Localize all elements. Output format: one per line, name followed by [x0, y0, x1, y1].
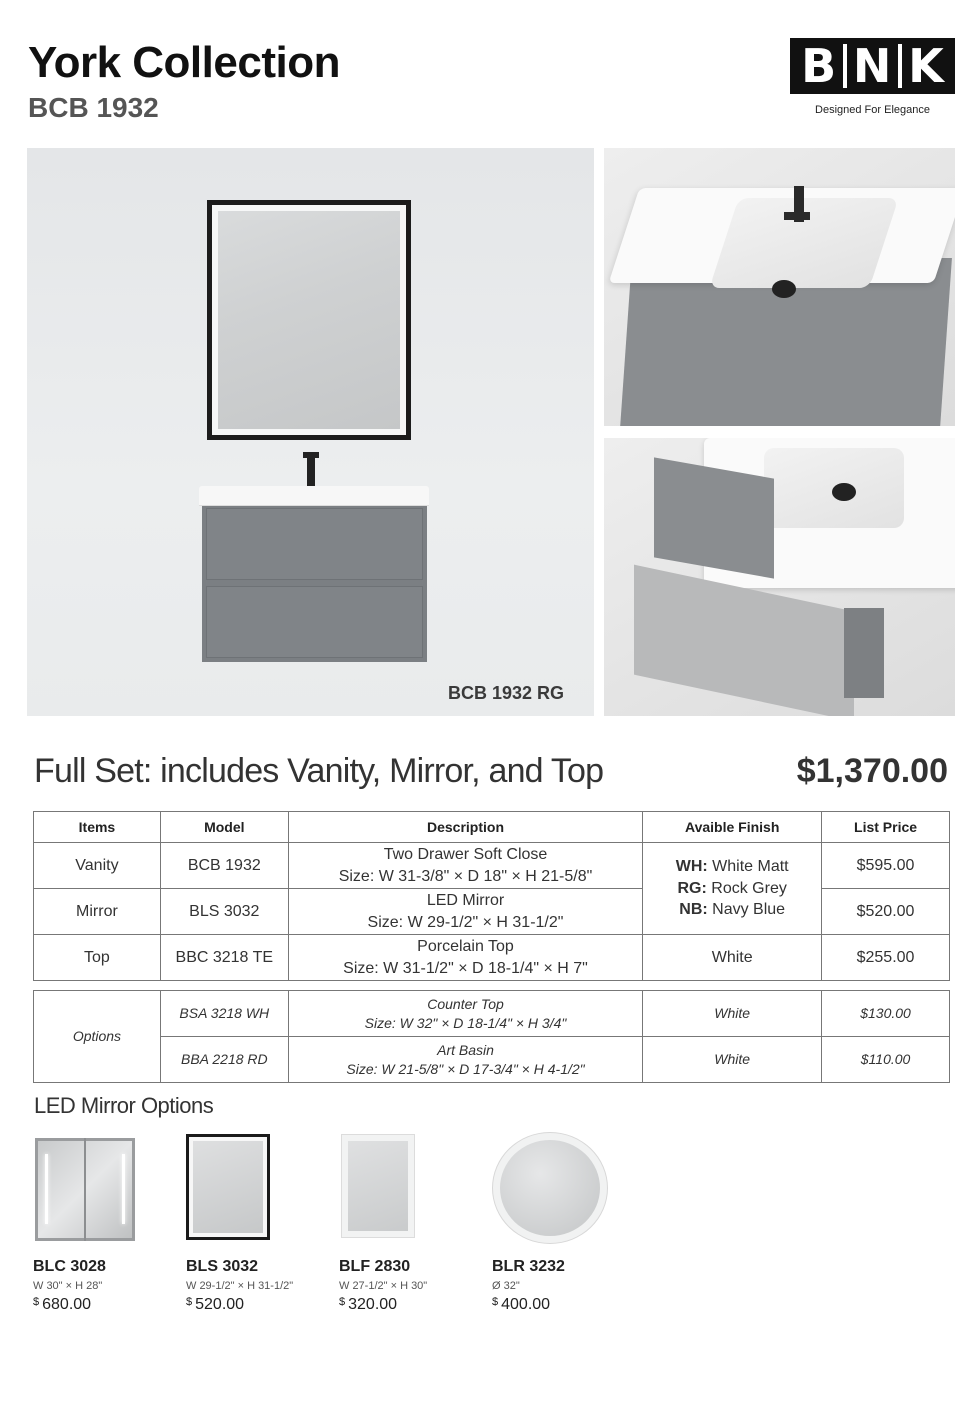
full-set-label: Full Set: includes Vanity, Mirror, and Top: [34, 752, 604, 790]
finish-name: Rock Grey: [711, 879, 787, 897]
logo-letter-b: B: [801, 39, 837, 93]
currency-symbol: $: [492, 1296, 499, 1308]
price-cell: $130.00: [822, 991, 950, 1037]
mirror-price: $ 680.00: [33, 1296, 92, 1313]
vanity-cabinet-image: [202, 506, 427, 662]
table-header-row: [34, 812, 950, 843]
finish-cell: White: [643, 1037, 822, 1083]
brand-logo: [790, 38, 955, 94]
description-title: Art Basin: [437, 1041, 494, 1058]
mirror-price: $ 520.00: [186, 1296, 245, 1313]
medicine-cabinet-mirror-image: [33, 1132, 173, 1244]
finish-cell: White: [643, 991, 822, 1037]
finish-cell: White: [643, 935, 822, 981]
open-drawers-photo: [604, 438, 955, 716]
item-cell: Vanity: [34, 843, 161, 889]
finish-code: WH:: [675, 858, 708, 876]
description-cell: [288, 843, 643, 889]
round-led-mirror-image: [492, 1132, 632, 1244]
description-cell: [288, 889, 643, 935]
led-mirror-image: [207, 200, 411, 440]
price-cell: $110.00: [822, 1037, 950, 1083]
photo-caption: BCB 1932 RG: [447, 683, 564, 703]
description-size: Size: W 31-3/8" × D 18" × H 21-5/8": [338, 867, 593, 885]
mirror-size: W 30" × H 28": [33, 1280, 103, 1292]
table-row: [34, 843, 950, 889]
finish-name: Navy Blue: [712, 901, 786, 919]
mirror-size: W 27-1/2" × H 30": [339, 1280, 428, 1292]
mirror-price: $ 400.00: [492, 1296, 551, 1313]
brand-tagline: Designed For Elegance: [815, 104, 930, 116]
drawer-lower: [206, 586, 423, 658]
mirror-size: Ø 32": [492, 1280, 520, 1292]
column-header: Items: [34, 812, 161, 843]
description-size: Size: W 29-1/2" × H 31-1/2": [367, 913, 564, 931]
logo-separator: [898, 44, 902, 88]
mirror-name: BLS 3032: [186, 1258, 259, 1275]
finish-code: NB:: [679, 901, 708, 919]
mirror-size: W 29-1/2" × H 31-1/2": [186, 1280, 294, 1292]
model-cell: BCB 1932: [160, 843, 288, 889]
logo-letter-k: K: [908, 39, 944, 93]
finish-name: White Matt: [712, 858, 789, 876]
main-product-photo: [27, 148, 594, 716]
pricing-table: [33, 811, 950, 981]
logo-separator: [843, 44, 847, 88]
page-title: York Collection: [28, 38, 340, 87]
item-cell: Mirror: [34, 889, 161, 935]
mirror-price: $ 320.00: [339, 1296, 398, 1313]
sink-top-image: [199, 486, 429, 506]
table-row: [34, 1037, 950, 1083]
model-cell: BSA 3218 WH: [160, 991, 288, 1037]
currency-symbol: $: [33, 1296, 40, 1308]
price-cell: $520.00: [822, 889, 950, 935]
full-set-price: $1,370.00: [796, 752, 948, 790]
finish-code: RG:: [677, 879, 707, 897]
framed-led-mirror-image: [186, 1132, 326, 1244]
table-row: [34, 991, 950, 1037]
price-cell: $595.00: [822, 843, 950, 889]
mirror-name: BLF 2830: [339, 1258, 411, 1275]
led-mirror-options-title: LED Mirror Options: [34, 1093, 214, 1118]
model-cell: BBC 3218 TE: [160, 935, 288, 981]
finish-cell: [643, 843, 822, 935]
description-cell: [288, 935, 643, 981]
mirror-name: BLR 3232: [492, 1258, 565, 1275]
description-cell: [288, 1037, 643, 1083]
description-title: Porcelain Top: [417, 937, 514, 955]
column-header: Model: [160, 812, 288, 843]
column-header: Description: [288, 812, 643, 843]
model-cell: BLS 3032: [160, 889, 288, 935]
column-header: List Price: [822, 812, 950, 843]
description-size: Size: W 21-5/8" × D 17-3/4" × H 4-1/2": [346, 1060, 585, 1077]
description-title: Two Drawer Soft Close: [383, 845, 548, 863]
mirror-option-blr3232[interactable]: [492, 1132, 632, 1314]
description-cell: [288, 991, 643, 1037]
mirror-option-blc3028[interactable]: [33, 1132, 173, 1314]
price-cell: $255.00: [822, 935, 950, 981]
currency-symbol: $: [339, 1296, 346, 1308]
item-cell: Top: [34, 935, 161, 981]
frameless-led-mirror-image: [339, 1132, 479, 1244]
currency-symbol: $: [186, 1296, 193, 1308]
options-label: Options: [34, 991, 161, 1083]
column-header: Avaible Finish: [643, 812, 822, 843]
options-table: [33, 990, 950, 1083]
description-title: Counter Top: [427, 995, 504, 1012]
logo-letter-n: N: [852, 39, 892, 93]
drawer-upper: [206, 508, 423, 580]
description-title: LED Mirror: [426, 891, 505, 909]
mirror-option-blf2830[interactable]: [339, 1132, 479, 1314]
model-cell: BBA 2218 RD: [160, 1037, 288, 1083]
description-size: Size: W 31-1/2" × D 18-1/4" × H 7": [343, 959, 588, 977]
mirror-option-bls3032[interactable]: [186, 1132, 326, 1314]
sink-closeup-photo: [604, 148, 955, 426]
mirror-name: BLC 3028: [33, 1258, 106, 1275]
description-size: Size: W 32" × D 18-1/4" × H 3/4": [364, 1014, 567, 1031]
table-row: [34, 935, 950, 981]
model-subtitle: BCB 1932: [28, 92, 159, 123]
